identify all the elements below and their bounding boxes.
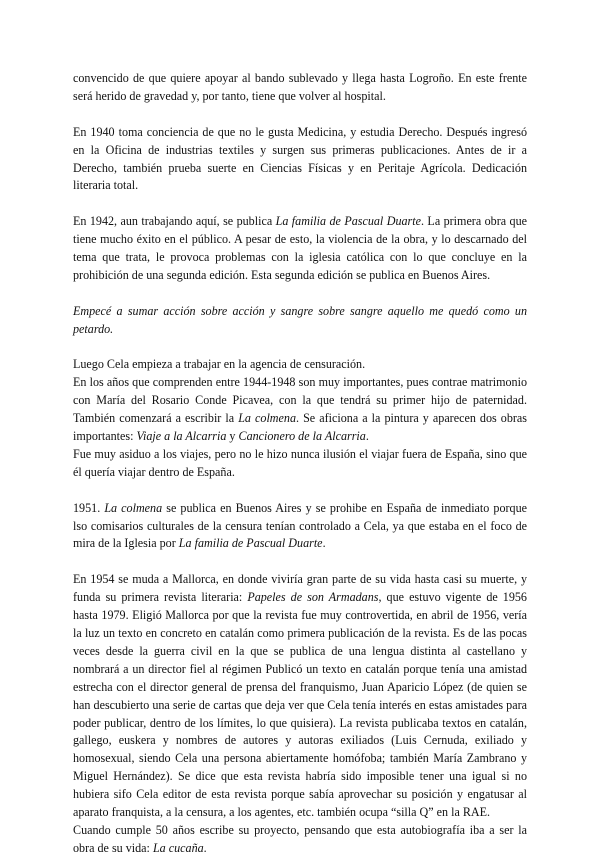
paragraph-6-text-a: En 1954 se muda a Mallorca, en donde viviría gran parte de su vida hasta casi su muerte, y funda su primera revista literaria: [73,572,527,605]
paragraph-3-text-a: En 1942, aun trabajando aquí, se publica [73,214,276,229]
paragraph-3-text-b: . La primera obra que tiene mucho éxito en el público. A pesar de esto, la violencia de la obra, y lo descarnado del tema que trata, le provoca problemas con la iglesia católica con lo que concluye en la prohibición de una segunda edición. Esta segunda edición se publica en Buenos Aires. [73,214,527,282]
paragraph-4-text-b: . Se aficiona a la pintura y aparecen dos obras importantes: [73,411,527,444]
paragraph-4-text-a: En los años que comprenden entre 1944-1948 son muy importantes, pues contrae matrimonio con María del Rosario Conde Picavea, con la que tendrá su primer hijo de paternidad. También comenzará a escribir la [73,375,527,426]
paragraph-5-text-c: . [322,536,326,551]
paragraph-4-text-d: . [365,429,369,444]
book-title-colmena: La colmena [238,411,296,426]
paragraph-gap [73,106,527,124]
paragraph-gap [73,482,527,500]
paragraph-4-travel: Fue muy asiduo a los viajes, pero no le hizo nunca ilusión el viajar fuera de España, sino que él quería viajar dentro de España. [73,446,527,479]
paragraph-4-line-1: Luego Cela empieza a trabajar en la agencia de censuración. [73,357,366,372]
book-title-cancionero-alcarria: Cancionero de la Alcarria [238,429,366,444]
quote: Empecé a sumar acción sobre acción y sangre sobre sangre aquello me quedó como un petardo. [73,303,527,336]
paragraph-4-text-c: y [226,429,239,444]
paragraph-5-text-a: 1951. [73,500,105,515]
book-title-colmena: La colmena [104,500,163,515]
paragraph-gap [73,553,527,571]
book-title-pascual-duarte: La familia de Pascual Duarte [178,536,323,551]
paragraph-2: En 1940 toma conciencia de que no le gusta Medicina, y estudia Derecho. Después ingresó en la Oficina de industrias textiles y surgen sus primeras publicaciones. Antes de ir a Derecho, también prueba suerte en Ciencias Físicas y en Peritaje Agrícola. Dedicación literaria total. [73,124,527,193]
paragraph-1: convencido de que quiere apoyar al bando sublevado y llega hasta Logroño. En este frente será herido de gravedad y, por tanto, tiene que volver al hospital. [73,71,527,103]
paragraph-gap [73,339,527,357]
paragraph-gap [73,195,527,213]
paragraph-gap [73,285,527,303]
paragraph-5-text-b: se publica en Buenos Aires y se prohibe en España de inmediato porque lso comisarios culturales de la censura tenían controlado a Cela, ya que estaba en el foco de mira de la Iglesia por [73,500,527,551]
magazine-title: Papeles de son Armadans [247,590,379,605]
paragraph-7-text-a: Cuando cumple 50 años escribe su proyecto, pensando que esta autobiografía iba a ser la obra de su vida: [73,822,527,855]
book-title-cucana: La cucaña [152,840,204,855]
paragraph-4-body [73,374,527,446]
book-title-viaje-alcarria: Viaje a la Alcarria [136,429,227,444]
paragraph-6 [73,571,527,822]
book-title-pascual-duarte: La familia de Pascual Duarte [275,214,421,229]
paragraph-6-text-b: , que estuvo vigente de 1956 hasta 1979. Eligió Mallorca por que la revista fue muy controvertida, en abril de 1956, vería la luz un texto en concreto en catalán como primera publicación de la revista. Es de las pocas veces desde la guerra civil en la que se publica de una lengua distinta al castellano y nombrará a un director fiel al régimen Publicó un texto en catalán porque tenía una amistad estrecha con el director general de prensa del franquismo, Juan Aparicio López (de quien se han descubierto una serie de cartas que deja ver que Cela tenía interés en estas amistades para poder publicar, dentro de los límites, lo que quisiera). La revista publicaba textos en catalán, gallego, euskera y nombres de autores y autoras exiliados (Luis Cernuda, exiliado y homosexual, siendo Cela una persona abiertamente homófoba; también María Zambrano y Miguel Hernández). Se dice que esta revista habría sido imposible tener una igual si no hubiera sifo Cela editor de esta revista porque sabía aprovechar su posición y engatusar al aparato franquista, a la censura, a los agentes, etc. también ocupa “silla Q” en la RAE. [73,590,527,820]
paragraph-3 [73,213,527,285]
paragraph-7 [73,822,527,858]
paragraph-5 [73,500,527,554]
paragraph-7-text-b: . [203,840,207,855]
